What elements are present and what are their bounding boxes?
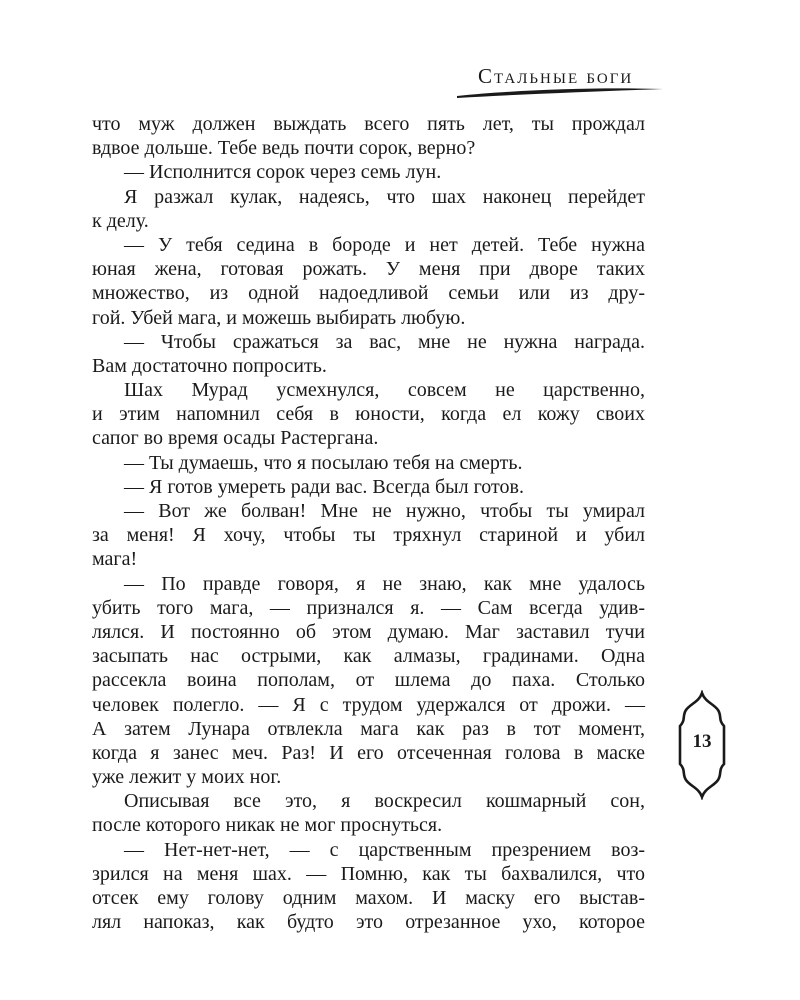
text-line: — Чтобы сражаться за вас, мне не нужна награда. (124, 330, 645, 353)
text-line: Описывая все это, я воскресил кошмарный сон, (124, 790, 645, 813)
text-line: убить того мага, — признался я. — Сам всегда удив- (92, 596, 645, 619)
text-line: засыпать нас острыми, как алмазы, градинами. Одна (92, 645, 645, 668)
text-line: к делу. (92, 209, 149, 232)
text-line: юная жена, готовая рожать. У меня при дворе таких (92, 258, 645, 281)
text-line: когда я занес меч. Раз! И его отсеченная голова в маске (92, 741, 645, 764)
text-line: человек полегло. — Я с трудом удержался от дрожи. — (92, 693, 645, 716)
page-number-ornament (674, 690, 730, 800)
text-line: — Ты думаешь, что я посылаю тебя на смерть. (124, 451, 523, 474)
text-line: множество, из одной надоедливой семьи или из дру- (92, 282, 645, 305)
text-line: за меня! Я хочу, чтобы ты тряхнул стариной и убил (92, 524, 645, 547)
text-line: лял напоказ, как будто это отрезанное ухо, которое (92, 911, 645, 934)
text-line: отсек ему голову одним махом. И маску его выстав- (92, 887, 645, 909)
text-line: — Исполнится сорок через семь лун. (124, 161, 442, 184)
text-line: вдвое дольше. Тебе ведь почти сорок, верно? (92, 137, 476, 160)
text-line: и этим напомнил себя в юности, когда ел кожу своих (92, 403, 645, 426)
text-line: рассекла воина пополам, от шлема до паха. Столько (92, 669, 645, 692)
text-line: уже лежит у моих ног. (92, 766, 282, 789)
header-rule-flourish (455, 86, 665, 100)
text-line: Я разжал кулак, надеясь, что шах наконец перейдет (124, 185, 645, 208)
text-line: после которого никак не мог проснуться. (92, 814, 443, 837)
text-line: мага! (92, 548, 138, 571)
text-line: Вам достаточно попросить. (92, 354, 327, 377)
text-line: — Я готов умереть ради вас. Всегда был готов. (124, 475, 524, 498)
text-line: — По правде говоря, я не знаю, как мне удалось (124, 572, 645, 595)
text-line: лялся. И постоянно об этом думаю. Маг заставил тучи (92, 620, 645, 643)
body-text (92, 112, 645, 934)
text-line: гой. Убей мага, и можешь выбирать любую. (92, 306, 466, 329)
page-number: 13 (692, 731, 712, 752)
running-title: Стальные боги (478, 64, 634, 88)
text-line: что муж должен выждать всего пять лет, ты прождал (92, 113, 645, 135)
text-line: сапог во время осады Растергана. (92, 427, 379, 450)
text-line: — Вот же болван! Мне не нужно, чтобы ты умирал (124, 500, 645, 522)
text-line: — У тебя седина в бороде и нет детей. Тебе нужна (124, 233, 645, 256)
text-line: — Нет-нет-нет, — с царственным презрением воз- (124, 838, 645, 861)
text-line: Шах Мурад усмехнулся, совсем не царственно, (124, 379, 645, 402)
text-line: А затем Лунара отвлекла мага как раз в тот момент, (92, 717, 645, 740)
text-line: зрился на меня шах. — Помню, как ты бахвалился, что (92, 862, 645, 885)
